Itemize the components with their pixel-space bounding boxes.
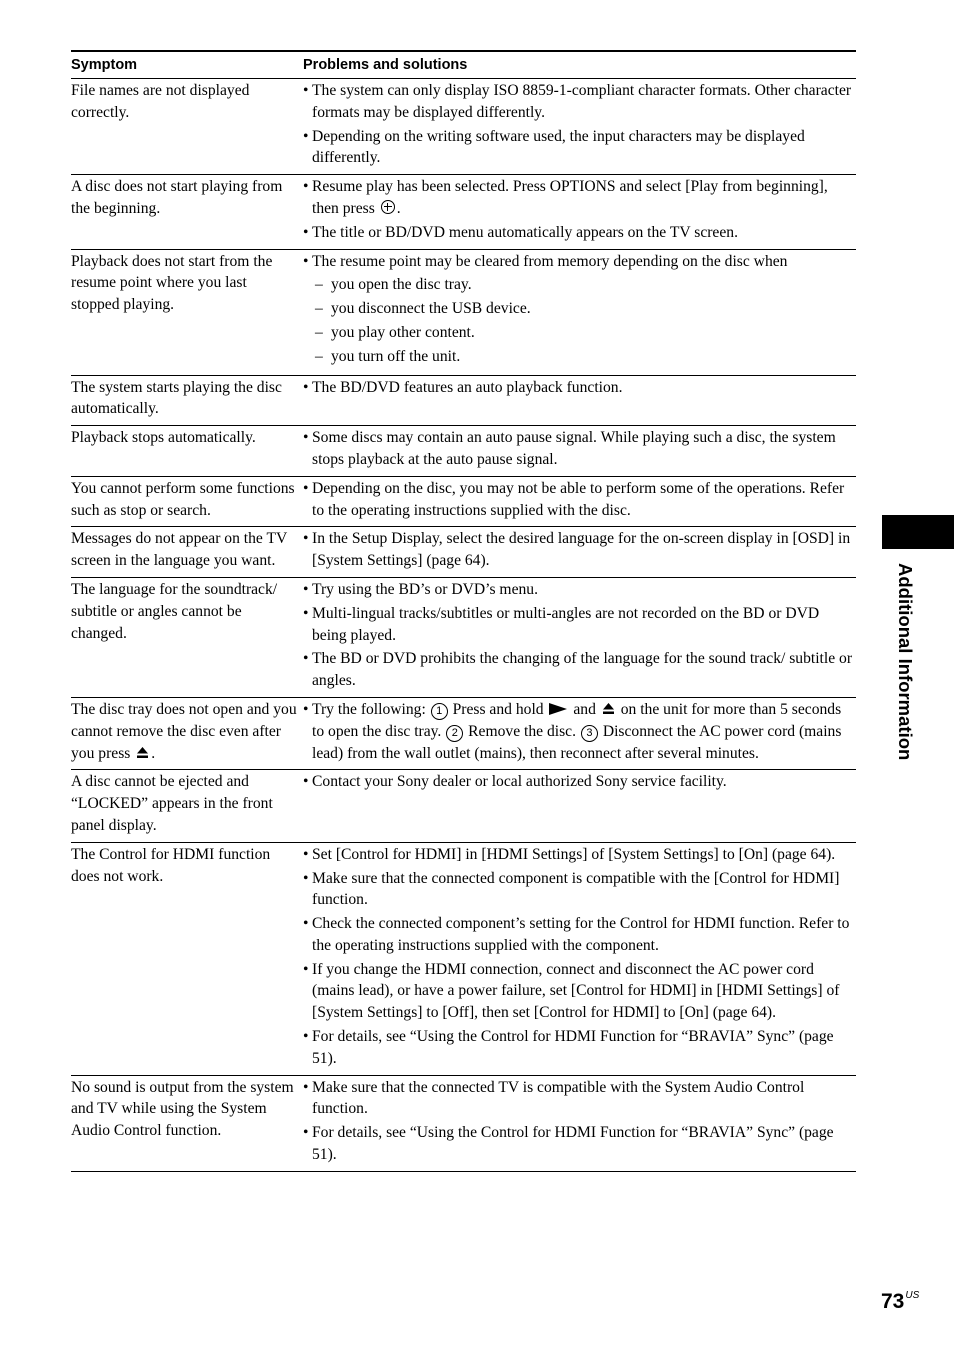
bullet-mark: • — [303, 479, 309, 497]
symptom-cell: File names are not displayed correctly. — [71, 79, 303, 175]
symptom-cell: The language for the soundtrack/ subtitle or angles cannot be changed. — [71, 577, 303, 697]
solutions-cell — [303, 842, 856, 1075]
symptom-cell: Messages do not appear on the TV screen in the language you want. — [71, 527, 303, 578]
solution-item: • For details, see “Using the Control for HDMI Function for “BRAVIA” Sync” (page 51). — [303, 1124, 834, 1164]
bullet-mark: • — [303, 1078, 309, 1096]
section-tab-marker — [882, 515, 954, 549]
solution-item: • The resume point may be cleared from memory depending on the disc when – you open the disc tray. – you disconnect the USB device. – you play other content. – you turn off the unit. — [303, 251, 856, 368]
solution-item: • For details, see “Using the Control for HDMI Function for “BRAVIA” Sync” (page 51). — [303, 1028, 834, 1067]
solution-item: • Contact your Sony dealer or local authorized Sony service facility. — [303, 771, 856, 793]
table-row — [71, 527, 856, 578]
solutions-cell — [303, 527, 856, 578]
table-row — [71, 770, 856, 842]
bullet-mark: • — [303, 1028, 309, 1046]
bullet-mark: • — [303, 700, 309, 718]
troubleshooting-table — [71, 50, 856, 1172]
dash-mark: – — [315, 323, 323, 341]
bullet-mark: • — [303, 845, 309, 863]
solution-item: • The BD or DVD prohibits the changing of the language for the sound track/ subtitle or angles. — [303, 650, 853, 690]
solution-item: • The system can only display ISO 8859-1-compliant character formats. Other character formats may be displayed differently. — [303, 82, 852, 121]
solution-item: • Some discs may contain an auto pause signal. While playing such a disc, the system stops playback at the auto pause signal. — [303, 429, 836, 468]
symptom-cell: No sound is output from the system and TV while using the System Audio Control function. — [71, 1075, 303, 1171]
eject-icon — [136, 746, 149, 759]
circled-number-2-icon: 2 — [446, 725, 463, 742]
play-icon — [549, 703, 567, 715]
solutions-cell — [303, 770, 856, 842]
sub-item: – you open the disc tray. — [312, 274, 856, 296]
solution-item: • Try using the BD’s or DVD’s menu. — [303, 579, 856, 601]
eject-icon — [602, 702, 615, 715]
table-row — [71, 476, 856, 527]
circled-number-3-icon: 3 — [581, 725, 598, 742]
solution-item: • The BD/DVD features an auto playback function. — [303, 377, 856, 399]
solutions-cell — [303, 375, 856, 426]
bullet-mark: • — [303, 223, 309, 241]
table-row — [71, 1075, 856, 1171]
solution-item: • If you change the HDMI connection, connect and disconnect the AC power cord (mains lead), or have a power failure, set [Control for HDMI] in [HDMI Settings] of [System Settings] to [Off], then set [Control for HDMI] to [On] (page 64). — [303, 960, 840, 1022]
solution-item: • Set [Control for HDMI] in [HDMI Settings] of [System Settings] to [On] (page 64). — [303, 844, 856, 866]
symptom-cell: The disc tray does not open and you cannot remove the disc even after you press . — [71, 697, 303, 769]
table-row — [71, 426, 856, 477]
bullet-mark: • — [303, 127, 309, 145]
table-header-row — [71, 51, 856, 79]
sub-item: – you disconnect the USB device. — [312, 298, 856, 320]
enter-button-icon — [381, 200, 395, 214]
bullet-mark: • — [303, 869, 309, 887]
solution-item: • In the Setup Display, select the desired language for the on-screen display in [OSD] in [System Settings] (page 64). — [303, 530, 851, 570]
circled-number-1-icon: 1 — [431, 703, 448, 720]
bullet-mark: • — [303, 604, 309, 622]
table-row — [71, 697, 856, 769]
symptom-cell: A disc cannot be ejected and “LOCKED” appears in the front panel display. — [71, 770, 303, 842]
solution-item: • Try the following: 1 Press and hold and on the unit for more than 5 seconds to open the disc tray. 2 Remove the disc. 3 Disconnect the AC power cord (mains lead) from the wall outlet (mains), then reconnect after several minutes. — [303, 700, 842, 762]
symptom-column-header: Symptom — [71, 51, 303, 79]
symptom-cell: Playback stops automatically. — [71, 426, 303, 477]
section-side-label: Additional Information — [895, 563, 916, 761]
symptom-cell: You cannot perform some functions such as stop or search. — [71, 476, 303, 527]
dash-mark: – — [315, 276, 323, 294]
solution-item: • Make sure that the connected TV is compatible with the System Audio Control function. — [303, 1078, 805, 1118]
sub-item: – you play other content. — [312, 322, 856, 344]
table-row — [71, 842, 856, 1075]
solutions-cell — [303, 577, 856, 697]
bullet-mark: • — [303, 650, 309, 668]
page-number-suffix: US — [905, 1290, 920, 1301]
bullet-mark: • — [303, 1124, 309, 1142]
solutions-cell — [303, 426, 856, 477]
table-row — [71, 175, 856, 249]
bullet-mark: • — [303, 580, 309, 598]
solution-item: • Make sure that the connected component is compatible with the [Control for HDMI] function. — [303, 869, 840, 909]
solutions-column-header: Problems and solutions — [303, 51, 856, 79]
table-row — [71, 577, 856, 697]
dash-mark: – — [315, 300, 323, 318]
solutions-cell — [303, 697, 856, 769]
solutions-cell — [303, 1075, 856, 1171]
symptom-cell: The Control for HDMI function does not work. — [71, 842, 303, 1075]
sub-item: – you turn off the unit. — [312, 346, 856, 368]
solution-item: • Check the connected component’s setting for the Control for HDMI function. Refer to the operating instructions supplied with the component. — [303, 915, 850, 954]
solution-item: • The title or BD/DVD menu automatically appears on the TV screen. — [303, 222, 856, 244]
solution-item: • Depending on the disc, you may not be able to perform some of the operations. Refer to the operating instructions supplied with the disc. — [303, 479, 845, 519]
bullet-mark: • — [303, 960, 309, 978]
bullet-mark: • — [303, 915, 309, 933]
solutions-cell — [303, 175, 856, 249]
symptom-cell: A disc does not start playing from the beginning. — [71, 175, 303, 249]
bullet-mark: • — [303, 178, 309, 196]
solutions-cell — [303, 476, 856, 527]
dash-mark: – — [315, 347, 323, 365]
bullet-mark: • — [303, 530, 309, 548]
solutions-cell — [303, 249, 856, 375]
solutions-cell — [303, 79, 856, 175]
bullet-mark: • — [303, 82, 309, 99]
solution-item: • Multi-lingual tracks/subtitles or multi-angles are not recorded on the BD or DVD being played. — [303, 604, 820, 644]
table-row — [71, 79, 856, 175]
bullet-mark: • — [303, 378, 309, 396]
symptom-cell: Playback does not start from the resume point where you last stopped playing. — [71, 249, 303, 375]
solution-item: • Depending on the writing software used, the input characters may be displayed differently. — [303, 127, 805, 167]
table-row — [71, 375, 856, 426]
solution-item: • Resume play has been selected. Press OPTIONS and select [Play from beginning], then press . — [303, 178, 828, 217]
page-number — [881, 1283, 919, 1315]
page-number-value: 73 — [881, 1290, 905, 1313]
symptom-cell: The system starts playing the disc automatically. — [71, 375, 303, 426]
bullet-mark: • — [303, 773, 309, 791]
bullet-mark: • — [303, 252, 309, 270]
sub-list — [312, 274, 856, 367]
bullet-mark: • — [303, 429, 309, 447]
table-row — [71, 249, 856, 375]
